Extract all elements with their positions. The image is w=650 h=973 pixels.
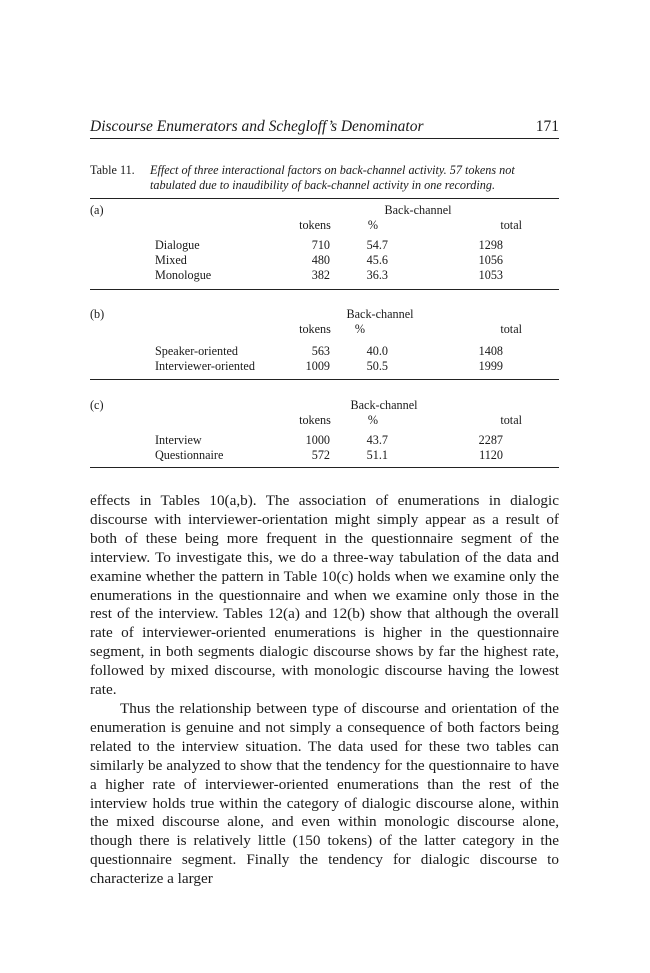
column-header-tokens: tokens: [299, 218, 331, 232]
table-panel-b: [90, 302, 559, 380]
cell-percent: 54.7: [366, 238, 388, 252]
page-number: 171: [535, 118, 559, 135]
row-label: Mixed: [155, 253, 187, 267]
table-row: [90, 268, 559, 283]
table-rule: [90, 198, 559, 199]
back-channel-header: Back-channel: [350, 398, 418, 412]
cell-percent: 36.3: [366, 268, 388, 282]
table-row: [90, 344, 559, 359]
column-header-percent: %: [367, 413, 379, 427]
table-row: [90, 253, 559, 268]
row-label: Dialogue: [155, 238, 200, 252]
row-label: Speaker-oriented: [155, 344, 238, 358]
column-header-percent: %: [354, 322, 366, 336]
cell-total: 1408: [478, 344, 503, 358]
column-header-percent: %: [367, 218, 379, 232]
table-panel-c: [90, 393, 559, 468]
table-row: [90, 448, 559, 463]
cell-total: 1120: [479, 448, 503, 462]
cell-total: 1999: [478, 359, 503, 373]
table-caption-label: Table 11.: [90, 163, 135, 177]
cell-tokens: 563: [311, 344, 330, 358]
column-header-total: total: [500, 413, 522, 427]
body-text: [90, 492, 559, 889]
back-channel-header: Back-channel: [384, 203, 452, 217]
column-header-tokens: tokens: [299, 413, 331, 427]
table-row: [90, 359, 559, 374]
panel-label: (c): [90, 398, 104, 412]
running-header: [90, 118, 559, 139]
row-label: Monologue: [155, 268, 212, 282]
cell-total: 1056: [478, 253, 503, 267]
cell-total: 2287: [478, 433, 503, 447]
cell-tokens: 382: [311, 268, 330, 282]
table-caption-text: Effect of three interactional factors on back-channel activity. 57 tokens not tabulated due to inaudibility of back-channel activity in one recording.: [150, 163, 515, 192]
row-label: Questionnaire: [155, 448, 224, 462]
running-title: Discourse Enumerators and Schegloff’s Denominator: [90, 118, 424, 135]
cell-tokens: 480: [311, 253, 330, 267]
body-paragraph: effects in Tables 10(a,b). The association of enumerations in dialogic discourse with interviewer-orientation might simply appear as a result of both of these being more frequent in the questionnaire segment of the interview. To investigate this, we do a three-way tabulation of the data and examine whether the pattern in Table 10(c) holds when we examine only the enumerations in the questionnaire and when we examine only those in the rest of the interview. Tables 12(a) and 12(b) show that although the overall rate of interviewer-oriented enumerations is higher in the questionnaire segment, in both segments dialogic discourse shows by far the highest rate, followed by mixed discourse, with monologic discourse having the lowest rate.: [90, 492, 559, 699]
table-rule: [90, 467, 559, 468]
cell-tokens: 1000: [305, 433, 330, 447]
cell-total: 1053: [478, 268, 503, 282]
cell-percent: 51.1: [366, 448, 388, 462]
cell-tokens: 1009: [305, 359, 330, 373]
column-header-total: total: [500, 322, 522, 336]
table-rule: [90, 289, 559, 290]
column-header-tokens: tokens: [299, 322, 331, 336]
back-channel-header: Back-channel: [346, 307, 414, 321]
cell-percent: 43.7: [366, 433, 388, 447]
table-row: [90, 433, 559, 448]
table-panel-a: [90, 198, 559, 290]
body-paragraph: Thus the relationship between type of discourse and orientation of the enumeration is genuine and not simply a consequence of both factors being related to the interview situation. The data used for these two tables can similarly be analyzed to show that the tendency for the questionnaire to have a higher rate of interviewer-oriented enumerations than the rest of the interview holds true within the category of dialogic discourse alone, within the mixed discourse alone, and even within monologic discourse alone, though there is relatively little (150 tokens) of the latter category in the questionnaire segment. Finally the tendency for dialogic discourse to characterize a larger: [90, 699, 559, 888]
panel-label: (b): [90, 307, 105, 321]
table-rule: [90, 379, 559, 380]
cell-tokens: 572: [311, 448, 330, 462]
cell-percent: 45.6: [366, 253, 388, 267]
cell-percent: 50.5: [366, 359, 388, 373]
row-label: Interview: [155, 433, 202, 447]
column-header-total: total: [500, 218, 522, 232]
cell-total: 1298: [478, 238, 503, 252]
cell-percent: 40.0: [366, 344, 388, 358]
panel-label: (a): [90, 203, 104, 217]
table-row: [90, 238, 559, 253]
cell-tokens: 710: [311, 238, 330, 252]
row-label: Interviewer-oriented: [155, 359, 255, 373]
